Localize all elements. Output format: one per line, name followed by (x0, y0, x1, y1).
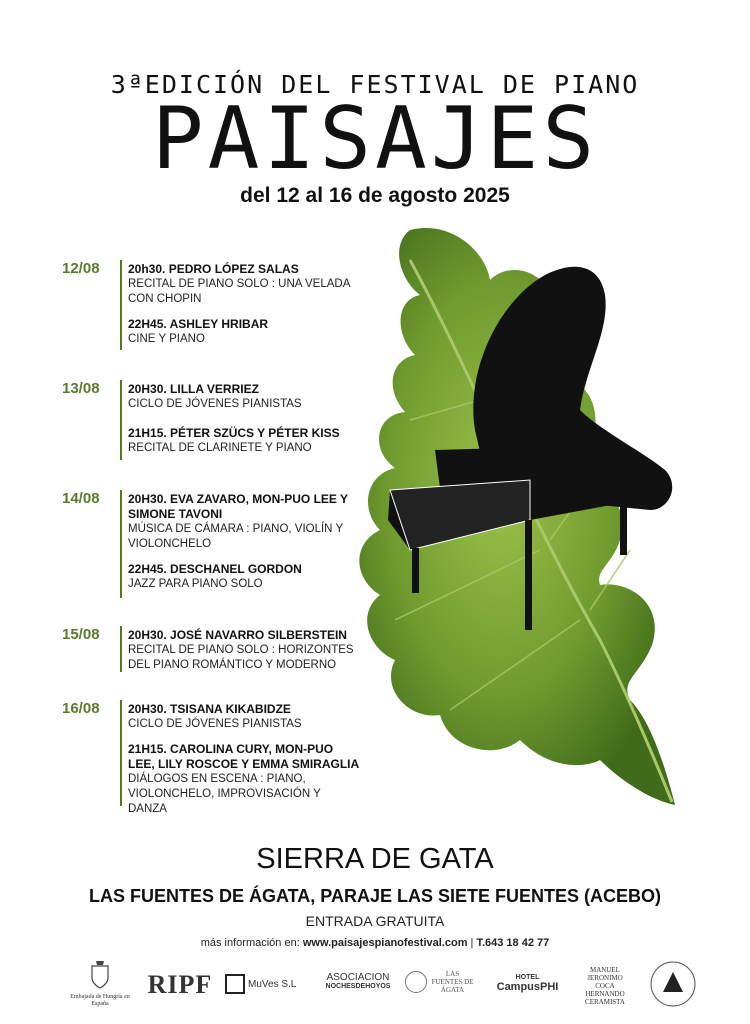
sponsor-asociacion (318, 960, 398, 1016)
festival-title: PAISAJES (151, 89, 599, 189)
sponsor-fuentes-label: LAS FUENTES DE ÁGATA (431, 970, 474, 994)
sponsor-hotel-campusphi (485, 960, 570, 1016)
event-description: JAZZ PARA PIANO SOLO (128, 578, 263, 590)
entry-note: ENTRADA GRATUITA (305, 913, 445, 929)
sponsor-ceramista (575, 960, 635, 1016)
event-item (128, 426, 360, 456)
phone-number: T.643 18 42 77 (476, 937, 550, 949)
sponsor-hotel-line1: HOTEL (515, 974, 540, 981)
event-description: CICLO DE JÓVENES PIANISTAS (128, 398, 302, 410)
event-item (128, 317, 360, 347)
coat-of-arms-icon (90, 960, 110, 990)
venue-place: LAS FUENTES DE ÁGATA, PARAJE LAS SIETE FUENTES (ACEBO) (88, 886, 662, 906)
keyboard-trust-logo (649, 960, 697, 1008)
sponsor-ripf (145, 960, 215, 1016)
day-date: 16/08 (62, 700, 100, 717)
website-link[interactable]: www.paisajespianofestival.com (302, 937, 468, 949)
festival-dates: del 12 al 16 de agosto 2025 (240, 184, 510, 207)
event-title: 21H15. CAROLINA CURY, MON-PUO LEE, LILY ROSCOE Y EMMA SMIRAGLIA (128, 742, 360, 771)
event-item (128, 382, 360, 412)
sponsor-ripf-logo: RIPF (147, 970, 213, 999)
sponsor-asociacion-line1: ASOCIACION (326, 972, 390, 983)
event-description: DIÁLOGOS EN ESCENA : PIANO, VIOLONCHELO, IMPROVISACIÓN Y DANZA (128, 773, 321, 815)
day-date: 12/08 (62, 260, 100, 277)
sponsor-asociacion-line2: NOCHESDEHOYOS (325, 983, 391, 990)
event-title: 21H15. PÉTER SZÜCS Y PÉTER KISS (128, 426, 340, 440)
event-title: 20H30. EVA ZAVARO, MON-PUO LEE Y SIMONE TAVONI (128, 492, 348, 521)
sponsor-ceramista-line2: JERONIMO (587, 974, 623, 982)
festival-edition: 3ªEDICIÓN DEL FESTIVAL DE PIANO (110, 70, 640, 99)
event-title: 20H30. TSISANA KIKABIDZE (128, 702, 291, 716)
sponsor-ceramista-line4: HERNANDO (585, 990, 625, 998)
sponsor-hotel-line2: CampusPHI (496, 981, 559, 993)
oak-leaf-piano-illustration (300, 220, 720, 820)
sponsor-embassy-hungary (70, 960, 130, 1016)
info-prefix: más información en: (200, 937, 300, 949)
day-date: 13/08 (62, 380, 100, 397)
day-date: 15/08 (62, 626, 100, 643)
event-title: 22H45. DESCHANEL GORDON (128, 562, 302, 576)
sponsor-ceramista-line1: MANUEL (590, 966, 620, 974)
event-description: RECITAL DE CLARINETE Y PIANO (128, 442, 312, 454)
event-title: 20H30. JOSÉ NAVARRO SILBERSTEIN (128, 628, 347, 642)
event-description: CICLO DE JÓVENES PIANISTAS (128, 718, 302, 730)
sponsor-keyboard-trust (645, 960, 700, 1016)
event-item (128, 562, 360, 592)
day-date: 14/08 (62, 490, 100, 507)
sponsor-ceramista-line5: CERAMISTA (585, 998, 625, 1006)
day-divider (120, 490, 122, 598)
event-title: 22H45. ASHLEY HRIBAR (128, 317, 269, 331)
sponsor-ceramista-line3: COCA (595, 982, 615, 990)
sponsor-fuentes (405, 960, 480, 1016)
event-item (128, 702, 360, 732)
sponsor-muves-label: MuVes S.L (248, 978, 297, 990)
sponsor-muves (225, 960, 310, 1016)
day-divider (120, 260, 122, 350)
event-item (128, 492, 360, 552)
day-divider (120, 380, 122, 460)
event-description: CINE Y PIANO (128, 333, 205, 345)
event-description: RECITAL DE PIANO SOLO : HORIZONTES DEL PIANO ROMÁNTICO Y MODERNO (128, 644, 354, 671)
fuentes-circle-icon (405, 971, 427, 993)
event-title: 20h30. PEDRO LÓPEZ SALAS (128, 262, 299, 276)
day-divider (120, 700, 122, 806)
info-separator: | (470, 937, 474, 949)
sponsor-logos (60, 960, 700, 1016)
event-title: 20H30. LILLA VERRIEZ (128, 382, 259, 396)
venue-region: SIERRA DE GATA (256, 843, 494, 875)
day-divider (120, 626, 122, 672)
event-item (128, 742, 360, 817)
event-item (128, 628, 360, 673)
info-line (0, 937, 750, 949)
muves-square-icon (225, 974, 245, 994)
event-description: MÚSICA DE CÁMARA : PIANO, VIOLÍN Y VIOLONCHELO (128, 523, 343, 550)
event-item (128, 262, 360, 307)
sponsor-embassy-label: Embajada de Hungría en España (70, 994, 130, 1007)
event-description: RECITAL DE PIANO SOLO : UNA VELADA CON CHOPIN (128, 278, 350, 305)
